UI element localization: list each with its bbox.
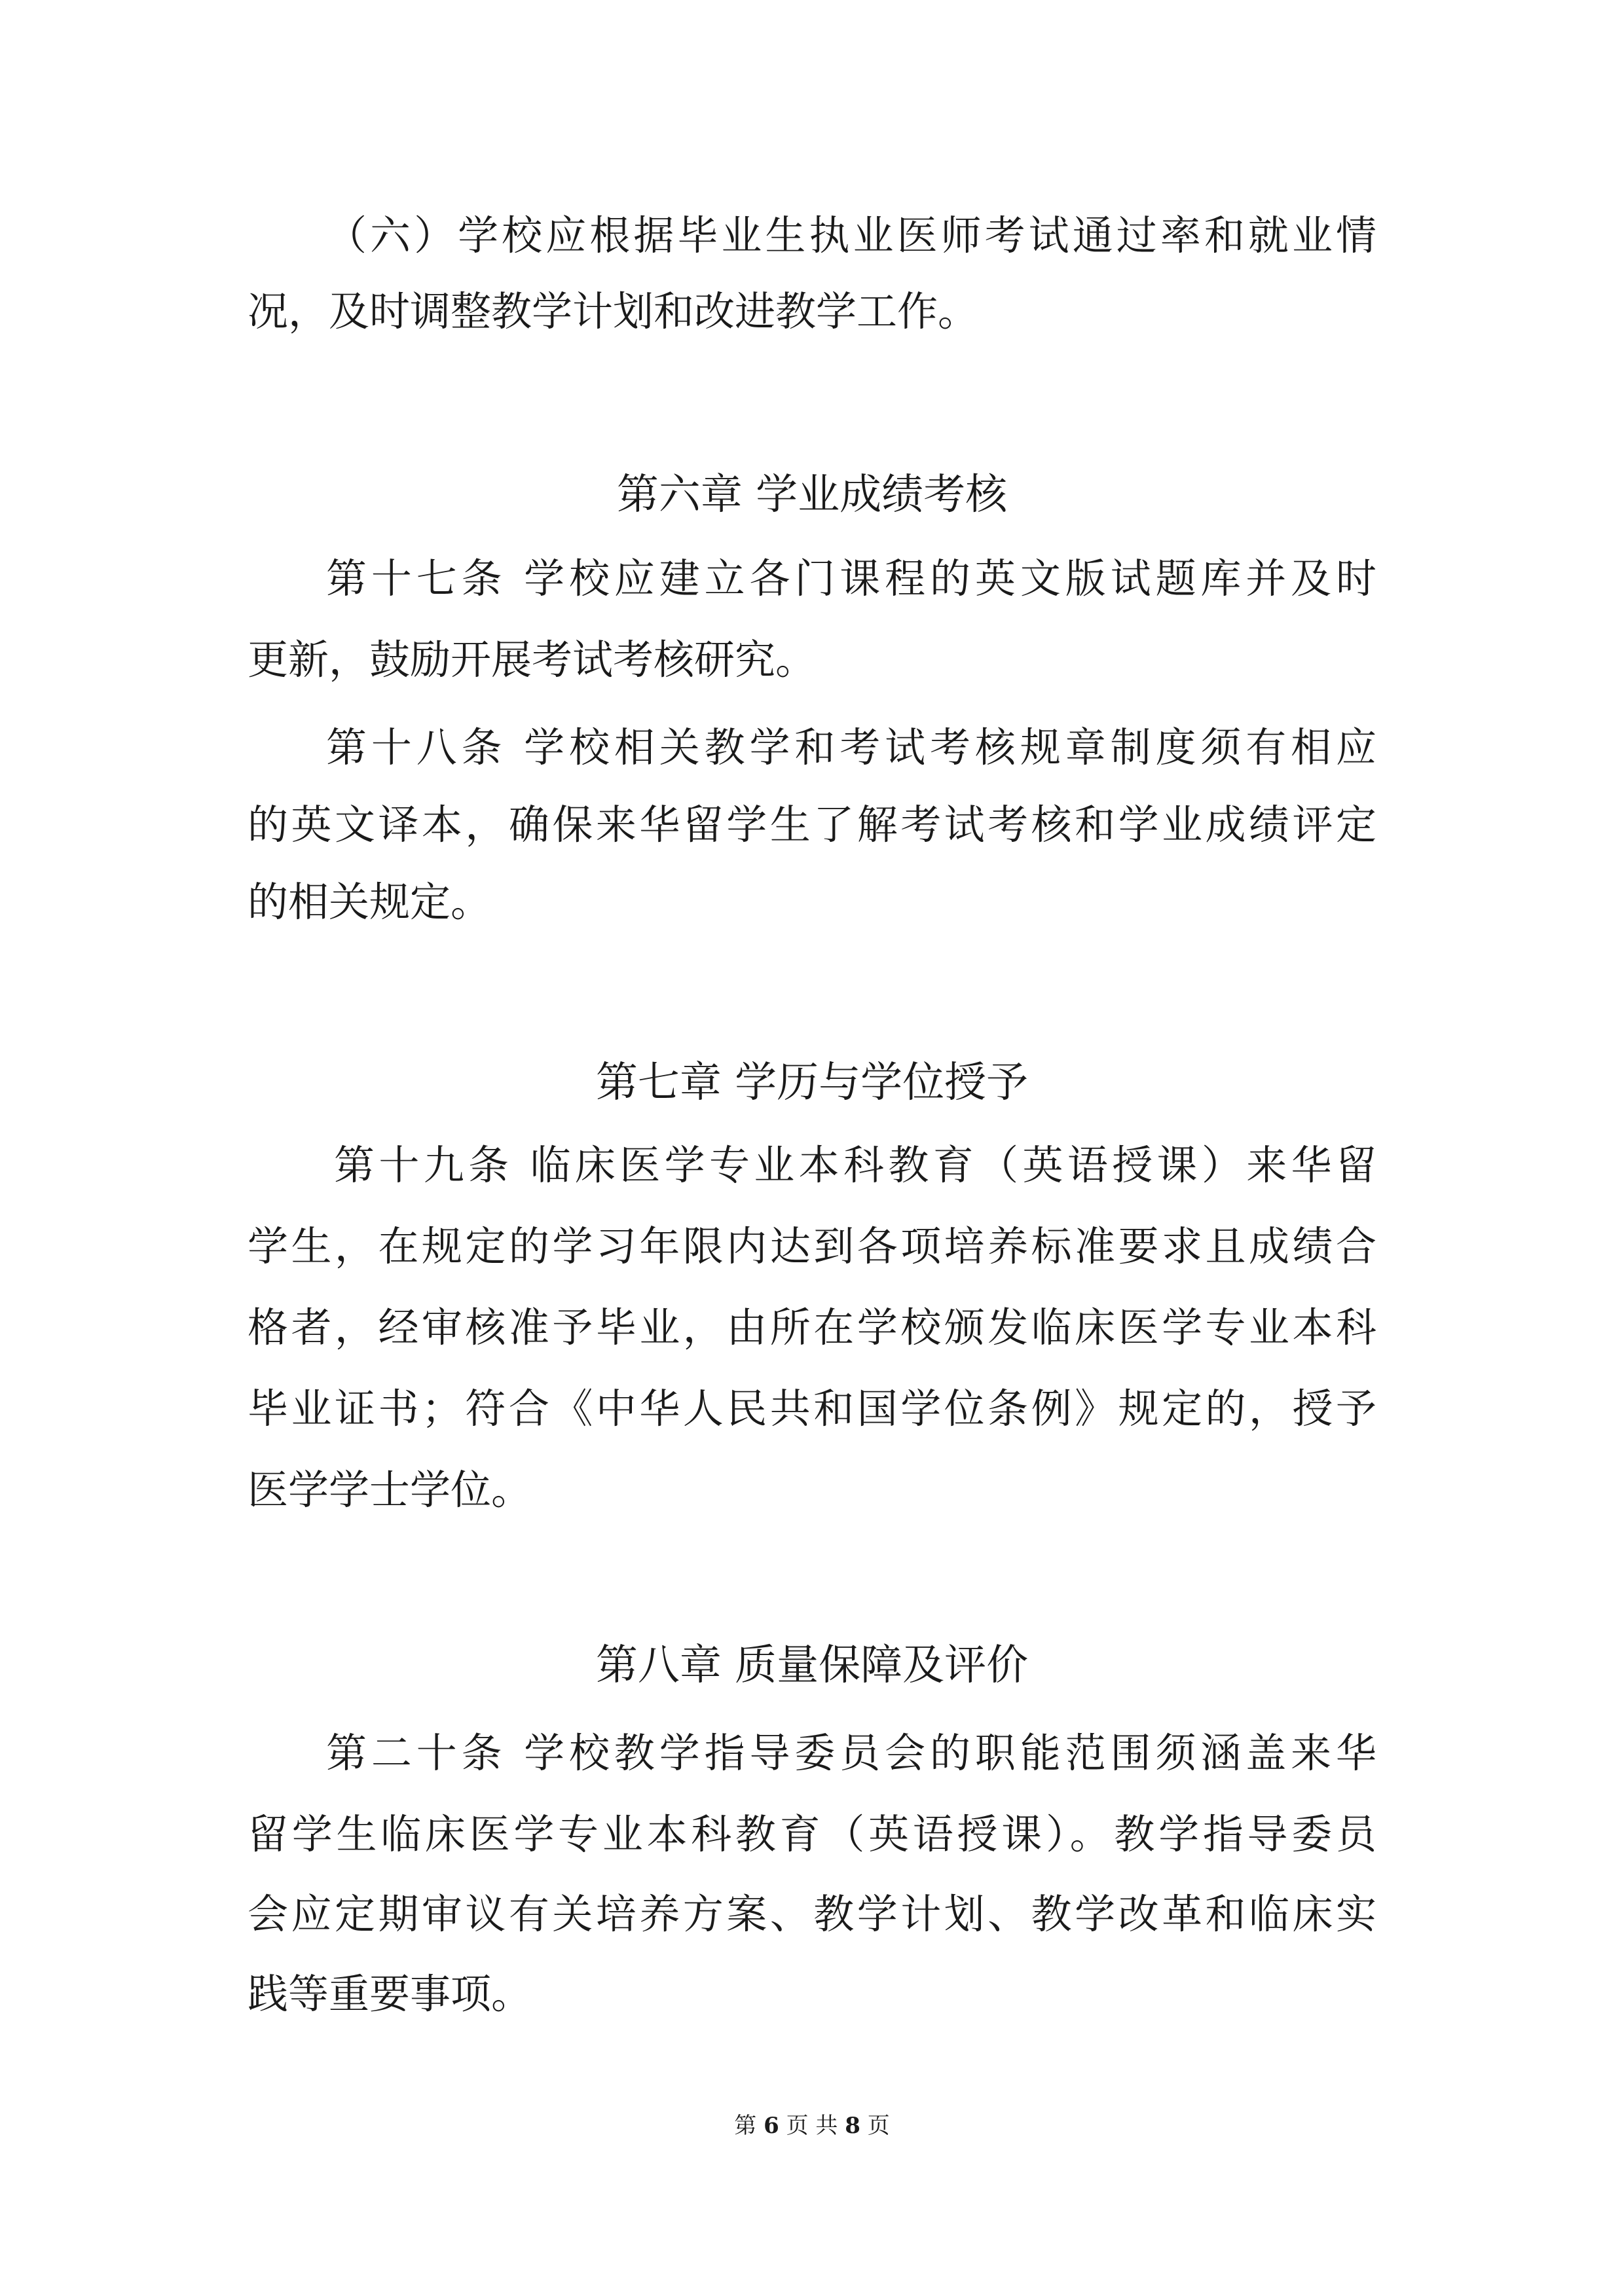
footer-suffix: 页 [867, 2113, 890, 2139]
paragraph-line: 会应定期审议有关培养方案、教学计划、教学改革和临床实 [248, 1890, 1376, 1938]
paragraph-line: 更新，鼓励开展考试考核研究。 [248, 636, 817, 683]
chapter-heading: 第八章 质量保障及评价 [595, 1641, 1029, 1690]
paragraph-line: 第十八条 学校相关教学和考试考核规章制度须有相应 [326, 723, 1376, 771]
footer-middle: 页 共 [786, 2113, 838, 2139]
current-page-number: 6 [764, 2113, 779, 2139]
paragraph-line: 况，及时调整教学计划和改进教学工作。 [248, 287, 979, 335]
chapter-heading: 第七章 学历与学位授予 [595, 1059, 1029, 1107]
paragraph-line: 践等重要事项。 [248, 1970, 532, 2018]
total-pages-number: 8 [845, 2113, 860, 2139]
paragraph-line: 第十九条 临床医学专业本科教育（英语授课）来华留 [334, 1141, 1376, 1189]
paragraph-line: 的相关规定。 [248, 878, 492, 926]
paragraph-line: 的英文译本，确保来华留学生了解考试考核和学业成绩评定 [248, 801, 1376, 848]
paragraph-line: 留学生临床医学专业本科教育（英语授课）。教学指导委员 [248, 1810, 1376, 1858]
chapter-heading: 第六章 学业成绩考核 [616, 471, 1008, 519]
footer-prefix: 第 [734, 2113, 757, 2139]
paragraph-line: 格者，经审核准予毕业，由所在学校颁发临床医学专业本科 [248, 1303, 1376, 1351]
paragraph-line: （六）学校应根据毕业生执业医师考试通过率和就业情 [326, 211, 1376, 259]
paragraph-line: 第二十条 学校教学指导委员会的职能范围须涵盖来华 [326, 1729, 1376, 1777]
paragraph-line: 学生，在规定的学习年限内达到各项培养标准要求且成绩合 [248, 1222, 1376, 1270]
paragraph-line: 毕业证书；符合《中华人民共和国学位条例》规定的，授予 [248, 1385, 1376, 1432]
paragraph-line: 医学学士学位。 [248, 1466, 532, 1514]
paragraph-line: 第十七条 学校应建立各门课程的英文版试题库并及时 [326, 555, 1376, 602]
page-footer [0, 2109, 1624, 2142]
